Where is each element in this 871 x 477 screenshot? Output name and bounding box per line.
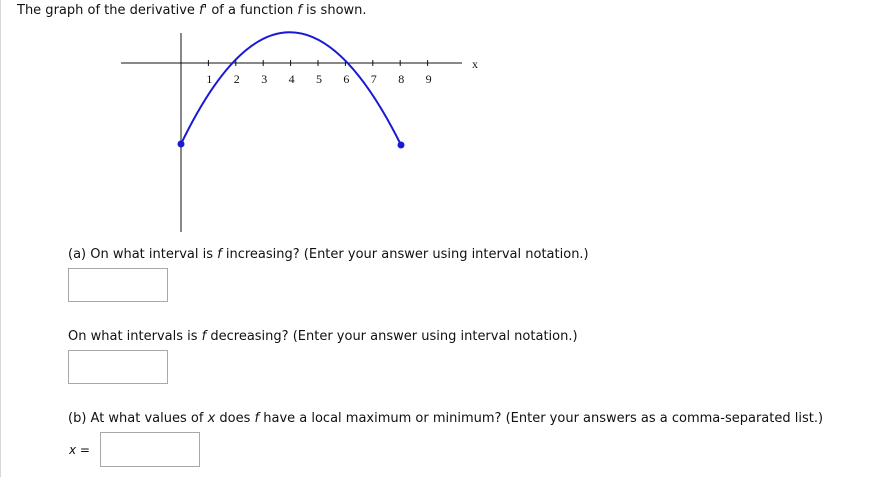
f-symbol: f xyxy=(254,411,260,426)
f-symbol: f xyxy=(201,329,207,344)
x-equals-label xyxy=(69,443,90,457)
part-a-decreasing-question xyxy=(68,329,578,344)
x-tick-label: 1 xyxy=(206,72,213,86)
x-tick-label: 9 xyxy=(425,72,432,86)
right-endpoint-dot xyxy=(398,142,405,149)
x-tick-label: 4 xyxy=(288,72,295,86)
x-tick-label: 3 xyxy=(261,72,268,86)
x-tick-label: 5 xyxy=(316,72,322,86)
intro-text: is shown. xyxy=(301,3,367,18)
derivative-curve xyxy=(181,32,401,145)
x-ticks xyxy=(206,60,431,86)
x-symbol: x xyxy=(207,411,216,426)
extrema-answer-input[interactable] xyxy=(100,432,200,467)
intro-text: of a function xyxy=(207,3,298,18)
x-axis-label: x xyxy=(472,57,478,71)
f-symbol: f xyxy=(297,3,302,18)
x-tick-label: 2 xyxy=(233,72,240,86)
decreasing-answer-input[interactable] xyxy=(68,350,168,384)
left-endpoint-dot xyxy=(178,141,185,148)
x-symbol: x xyxy=(69,443,77,457)
equals-sign: = xyxy=(76,443,90,457)
f-symbol: f xyxy=(217,247,222,262)
x-tick-label: 6 xyxy=(343,72,350,86)
question-text: increasing? (Enter your answer using interval notation.) xyxy=(221,247,589,262)
question-text: (a) On what interval is xyxy=(68,247,218,262)
part-b-question xyxy=(68,411,823,426)
x-tick-label: 8 xyxy=(398,72,405,86)
question-text: On what intervals is xyxy=(68,329,202,344)
f-prime-symbol: f' xyxy=(199,3,208,18)
question-text: (b) At what values of xyxy=(68,411,208,426)
x-tick-label: 7 xyxy=(370,72,377,86)
intro-text: The graph of the derivative xyxy=(17,3,200,18)
question-text: have a local maximum or minimum? (Enter your answers as a comma-separated list.) xyxy=(259,411,824,426)
question-text: decreasing? (Enter your answer using interval notation.) xyxy=(206,329,578,344)
question-text: does xyxy=(215,411,255,426)
part-a-increasing-question xyxy=(68,247,589,262)
increasing-answer-input[interactable] xyxy=(68,268,168,302)
